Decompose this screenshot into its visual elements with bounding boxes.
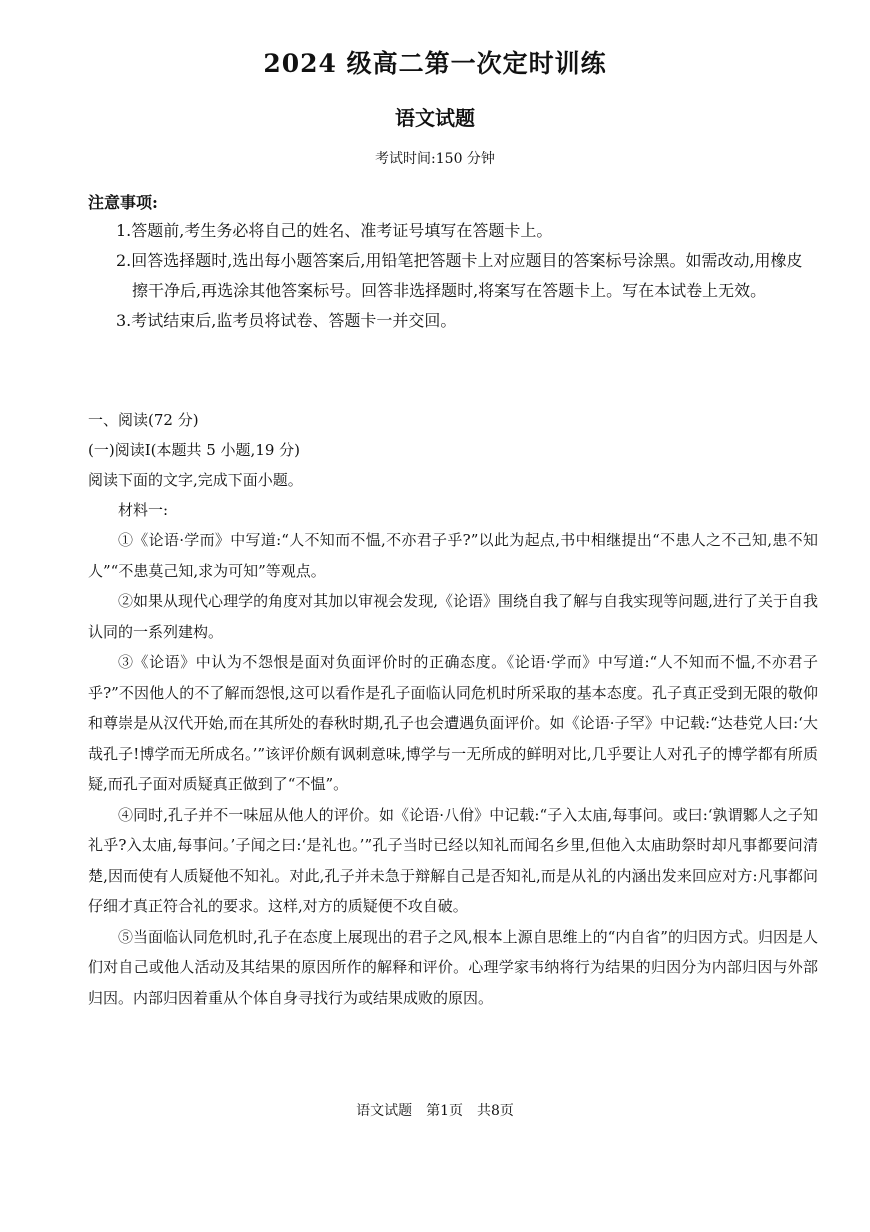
article-paragraph: ④同时,孔子并不一味屈从他人的评价。如《论语·八佾》中记载:“子入太庙,每事问。或曰:‘孰谓鄹人之子知礼乎?入太庙,每事问。’子闻之曰:‘是礼也。’”孔子当时已经以知礼而闻名乡里,但他入太庙助祭时却凡事都要问清楚,因而使有人质疑他不知礼。对此,孔子并未急于辩解自己是否知礼,而是从礼的内涵出发来回应对方:凡事都问仔细才真正符合礼的要求。这样,对方的质疑便不攻自破。: [88, 805, 818, 915]
notice-block: [88, 190, 818, 336]
part-title: 一、阅读(72 分): [88, 411, 199, 429]
notice-item: 3.考试结束后,监考员将试卷、答题卡一并交回。: [116, 311, 457, 330]
page-title: 2024 级高二第一次定时训练: [263, 49, 607, 78]
article-body: [88, 525, 818, 1013]
sub-section-title: (一)阅读Ⅰ(本题共 5 小题,19 分): [88, 441, 301, 459]
reading-section-header: [88, 405, 818, 525]
instruction: 阅读下面的文字,完成下面小题。: [88, 471, 303, 489]
notice-item: 1.答题前,考生务必将自己的姓名、准考证号填写在答题卡上。: [116, 221, 553, 240]
notice-heading: 注意事项:: [88, 193, 158, 212]
material-label: 材料一:: [118, 501, 169, 519]
notice-item: 2.回答选择题时,选出每小题答案后,用铅笔把答题卡上对应题目的答案标号涂黑。如需改动,用橡皮擦干净后,再选涂其他答案标号。回答非选择题时,将案写在答题卡上。写在本试卷上无效。: [116, 251, 803, 300]
page-footer: 语文试题 第1页 共8页: [356, 1103, 514, 1119]
article-paragraph: ①《论语·学而》中写道:“人不知而不愠,不亦君子乎?”以此为起点,书中相继提出“不患人之不己知,患不知人”“不患莫己知,求为可知”等观点。: [88, 531, 818, 580]
article-paragraph: ③《论语》中认为不怨恨是面对负面评价时的正确态度。《论语·学而》中写道:“人不知而不愠,不亦君子乎?”不因他人的不了解而怨恨,这可以看作是孔子面临认同危机时所采取的基本态度。孔子真正受到无限的敬仰和尊崇是从汉代开始,而在其所处的春秋时期,孔子也会遭遇负面评价。如《论语·子罕》中记载:“达巷党人曰:‘大哉孔子!博学而无所成名。’”该评价颇有讽刺意味,博学与一无所成的鲜明对比,几乎要让人对孔子的博学都有所质疑,而孔子面对质疑真正做到了“不愠”。: [88, 653, 818, 793]
article-paragraph: ⑤当面临认同危机时,孔子在态度上展现出的君子之风,根本上源自思维上的“内自省”的归因方式。归因是人们对自己或他人活动及其结果的原因所作的解释和评价。心理学家韦纳将行为结果的归因分为内部归因与外部归因。内部归因着重从个体自身寻找行为或结果成败的原因。: [88, 927, 818, 1007]
subject-title: 语文试题: [395, 106, 475, 130]
exam-time: 考试时间:150 分钟: [375, 151, 495, 167]
article-paragraph: ②如果从现代心理学的角度对其加以审视会发现,《论语》围绕自我了解与自我实现等问题,进行了关于自我认同的一系列建构。: [88, 592, 818, 641]
